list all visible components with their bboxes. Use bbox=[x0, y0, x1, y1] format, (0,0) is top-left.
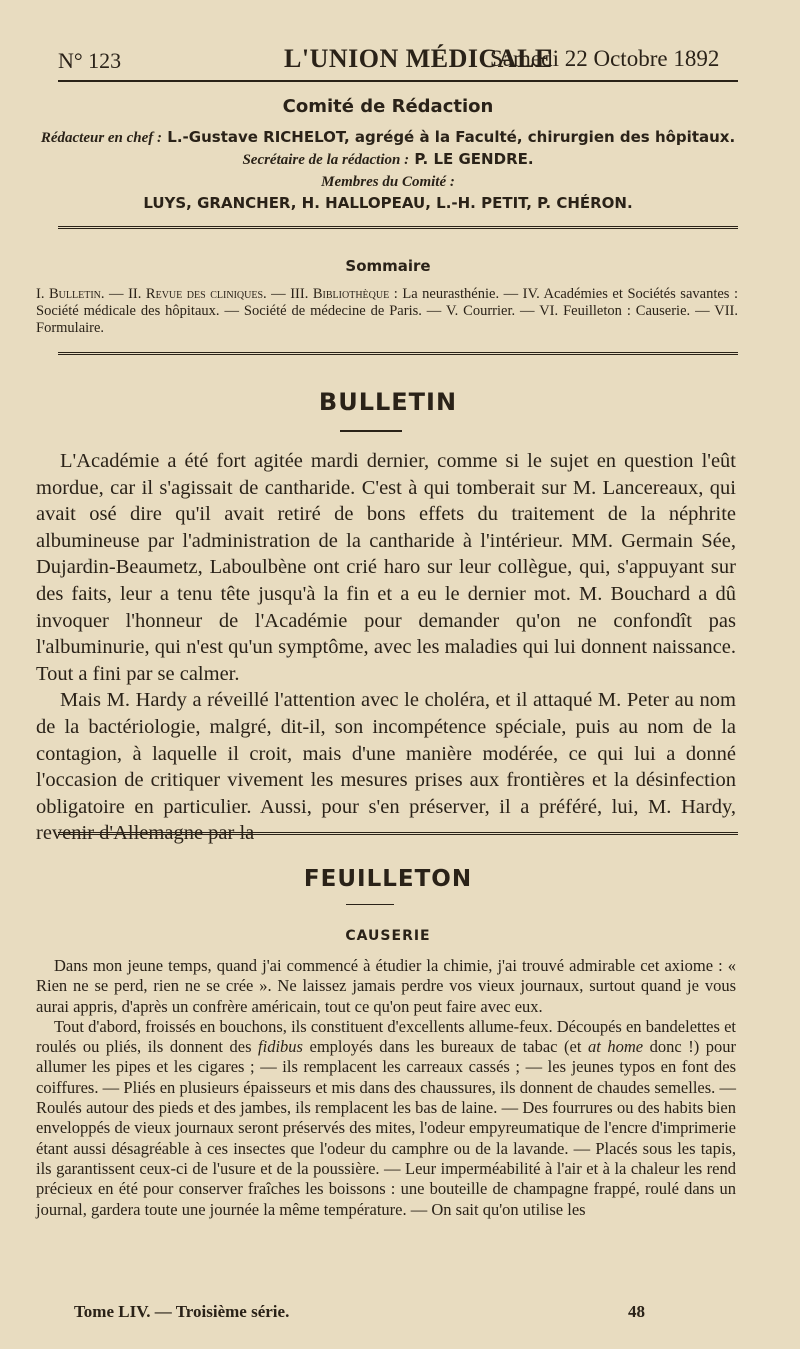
feuilleton-title-rule bbox=[346, 904, 394, 905]
sommaire-part-2: : La neurasthénie. — IV. Académies et Sociétés savantes bbox=[389, 286, 730, 302]
bulletin-title: BULLETIN bbox=[318, 388, 458, 416]
secretaire-line bbox=[36, 150, 740, 169]
comite-title: Comité de Rédaction bbox=[282, 96, 494, 117]
sommaire-text bbox=[36, 286, 738, 337]
sommaire-rule bbox=[58, 352, 738, 355]
at-home-term: at home bbox=[587, 1037, 644, 1057]
bulletin-paragraph-1: L'Académie a été fort agitée mardi dernier, comme si le sujet en question l'eût mordue, car il s'agissait de cantharide. C'est à qui tomberait sur M. Lancereaux, qui avait osé dire qu'il avait retiré de bons effets du traitement de la néphrite albumineuse par l'administration de la cantharide à l'intérieur. MM. Germain Sée, Dujardin-Beaumetz, Laboulbène ont crié haro sur leur collègue, qui, s'appuyant sur des faits, leur a tenu tête jusqu'à la fin et a eu le dernier mot. M. Bouchard a dû invoquer l'honneur de l'Académie pour demander qu'on ne confondît pas l'albuminurie, qui n'est qu'un symptôme, avec les maladies qui lui donnent naissance. Tout a fini par se calmer. bbox=[36, 450, 736, 685]
feuilleton-text-c: donc !) pour allumer les pipes et les cigares ; — ils remplacent les carreaux cassés ; — les jeunes typos en font des coiffures. — Pliés en plusieurs épaisseurs et mis dans des chaussures, ils donnent de chaudes semelles. — Roulés autour des pieds et des jambes, ils remplacent les bas de laine. — Des fourrures ou des habits bien enveloppés de vieux journaux seront préservés des mites, l'odeur empyreumatique de l'encre d'imprimerie étant aussi désagréable à ces insectes que l'odeur du camphre ou de la lavande. — Placés sous les tapis, ils garantissent ceux-ci de l'usure et de la poussière. — Leur imperméabilité à l'air et à la chaleur les rend précieux en été pour conserver fraîches les boissons : une bouteille de champagne frappé, roulé dans un journal, gardera toute une journée la même température. — On sait qu'on utilise les bbox=[36, 1037, 736, 1219]
sommaire-part-1: I. Bulletin. — II. Revue des cliniques. — III. Bibliothèque bbox=[36, 286, 390, 302]
feuilleton-paragraph-2 bbox=[36, 1017, 736, 1220]
secretaire-value: P. LE GENDRE. bbox=[414, 150, 534, 168]
bulletin-body bbox=[36, 448, 736, 847]
feuilleton-title: FEUILLETON bbox=[303, 866, 473, 892]
redacteur-value: L.-Gustave RICHELOT, agrégé à la Faculté, chirurgien des hôpitaux. bbox=[167, 128, 736, 146]
bulletin-end-rule bbox=[58, 832, 738, 835]
redacteur-line bbox=[36, 128, 740, 147]
page-header bbox=[58, 40, 740, 80]
header-rule bbox=[58, 80, 738, 82]
bulletin-title-rule bbox=[340, 430, 402, 432]
volume-series bbox=[74, 1302, 289, 1322]
comite-rule bbox=[58, 226, 738, 229]
page-number: 48 bbox=[628, 1302, 645, 1321]
feuilleton-body bbox=[36, 956, 736, 1220]
redacteur-label: Rédacteur en chef : bbox=[40, 130, 163, 146]
membres-label: Membres du Comité : bbox=[321, 174, 455, 190]
membres-value: LUYS, GRANCHER, H. HALLOPEAU, L.-H. PETIT, P. CHÉRON. bbox=[143, 194, 633, 212]
journal-title: L'UNION MÉDICALE bbox=[284, 44, 553, 73]
feuilleton-paragraph-1: Dans mon jeune temps, quand j'ai commencé à étudier la chimie, j'ai trouvé admirable cet axiome : « Rien ne se perd, rien ne se crée ». Ne laissez jamais perdre vos vieux journaux, surtout quand je vous aurai appris, d'après un confrère américain, tout ce qu'on peut faire avec eux. bbox=[36, 956, 736, 1016]
fidibus-term: fidibus bbox=[258, 1037, 303, 1057]
issue-number: N° 123 bbox=[58, 48, 122, 73]
feuilleton-text-a: Tout d'abord, froissés en bouchons, ils constituent d'excellents allume-feux. Découpés en bandelettes et roulés ou pliés, ils donnent des bbox=[36, 1016, 736, 1057]
bulletin-paragraph-2: Mais M. Hardy a réveillé l'attention avec le choléra, et il attaqué M. Peter au nom de la bactériologie, malgré, dit-il, son incompétence spéciale, puis au nom de la contagion, à laquelle il croit, mais d'une manière modérée, ce qui lui a donné l'occasion de critiquer vivement les mesures prises aux frontières et la désinfection obligatoire en particulier. Aussi, pour s'en préserver, il a préféré, lui, M. Hardy, revenir d'Allemagne par la bbox=[36, 689, 736, 845]
causerie-title: CAUSERIE bbox=[345, 928, 431, 944]
sommaire-title: Sommaire bbox=[345, 257, 431, 275]
secretaire-label: Secrétaire de la rédaction : bbox=[242, 152, 410, 168]
sommaire-part-3: : Société médicale des hôpitaux. — Société de médecine de Paris. — V. Courrier. — VI. Feuilleton bbox=[36, 286, 739, 319]
issue-date: Samedi 22 Octobre 1892 bbox=[490, 46, 720, 71]
feuilleton-text-b: employés dans les bureaux de tabac (et bbox=[302, 1037, 588, 1057]
sommaire-part-4: : Causerie. — VII. Formulaire. bbox=[36, 303, 738, 336]
volume-text: Tome LIV. — Troisième série. bbox=[74, 1302, 290, 1321]
